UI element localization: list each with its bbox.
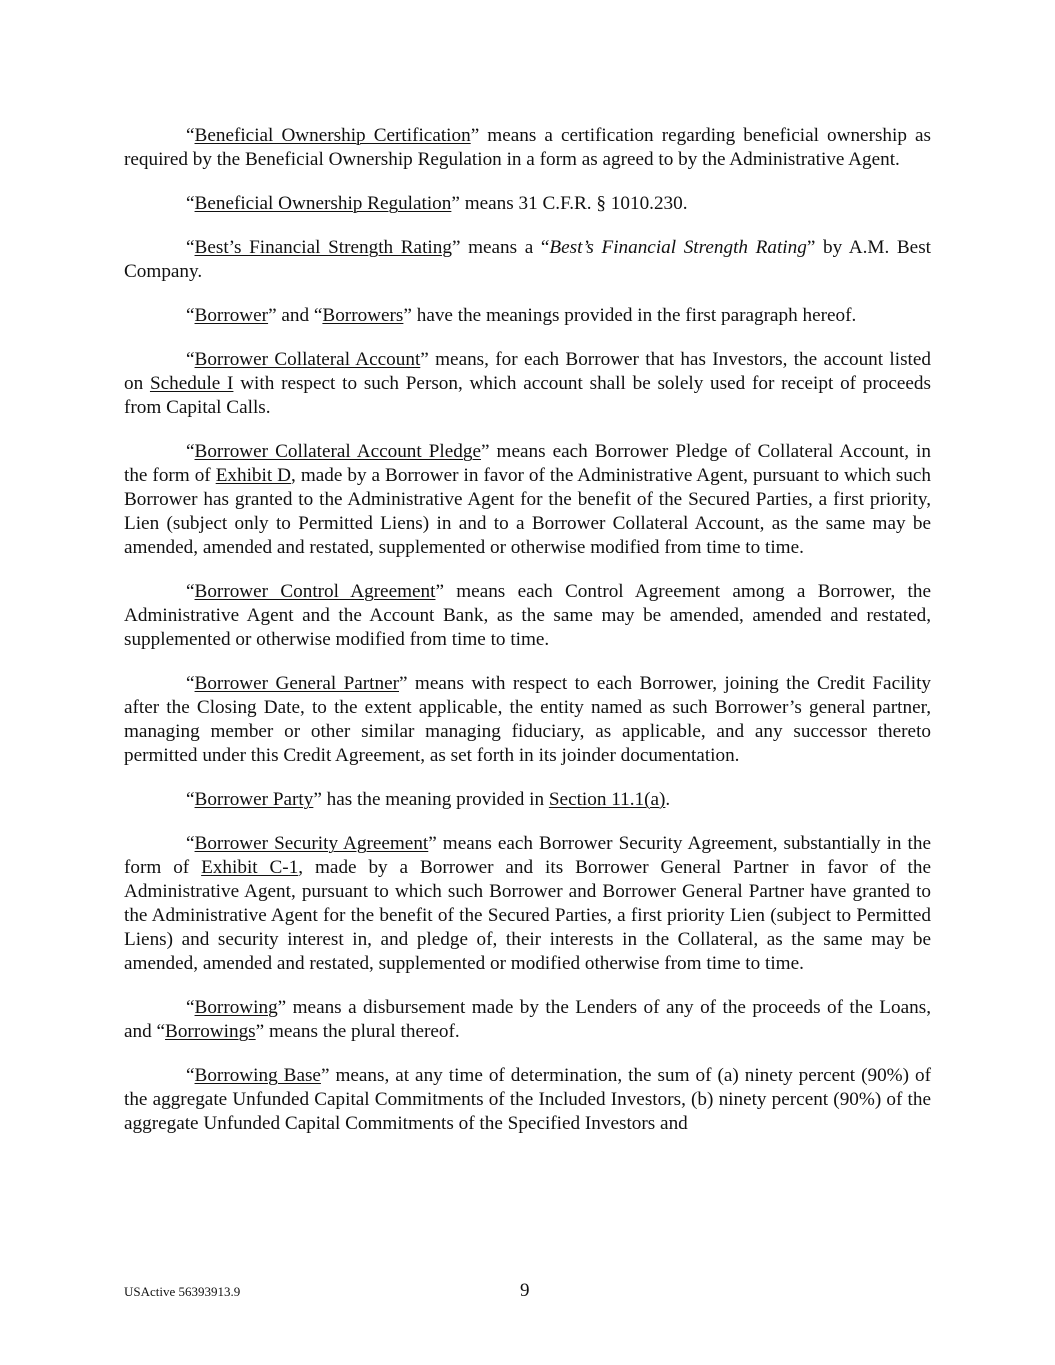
text-run: “ (186, 1065, 195, 1086)
text-run: “ (186, 581, 195, 602)
definitions-body (124, 124, 931, 1156)
text-run: “ (186, 789, 195, 810)
text-run: , made by a Borrower and its Borrower General Partner in favor of the Administrative Agent, pursuant to which such Borrower and Borrower General Partner have granted to the Administrative Agent for the benefit of the Secured Parties, a first priority Lien (subject to Permitted Liens) and security interest in, and pledge of, their interests in the Collateral, as the same may be amended, amended and restated, supplemented or modified otherwise from time to time. (124, 857, 932, 974)
defined-term: Best’s Financial Strength Rating (194, 237, 452, 258)
text-run: ” means each Borrower Security Agreement, substantially in the form of (124, 833, 931, 878)
text-run: ” means each Control Agreement among a Borrower, the Administrative Agent and the Account Bank, as the same may be amended, amended and restated, supplemented or otherwise modified from time to time. (124, 581, 931, 650)
definition-paragraph (124, 236, 931, 284)
defined-term: Section 11.1(a) (548, 789, 666, 810)
italic-text: Best’s Financial Strength Rating (549, 237, 807, 258)
defined-term: Exhibit C-1 (201, 857, 299, 878)
text-run: ” means each Borrower Pledge of Collateral Account, in the form of (124, 441, 931, 486)
text-run: ” means, at any time of determination, the sum of (a) ninety percent (90%) of the aggregate Unfunded Capital Commitments of the Included Investors, (b) ninety percent (90%) of the aggregate Unfunded Capital Commitments of the Specified Investors and (124, 1065, 931, 1134)
text-run: ” have the meanings provided in the first paragraph hereof. (403, 305, 857, 326)
defined-term: Borrower Control Agreement (194, 581, 436, 602)
text-run: ” means with respect to each Borrower, joining the Credit Facility after the Closing Date, to the extent applicable, the entity named as such Borrower’s general partner, managing member or other similar managing fiduciary, as applicable, and any successor thereto permitted under this Credit Agreement, as set forth in its joinder documentation. (124, 673, 931, 766)
definition-paragraph (124, 440, 931, 560)
text-run: ” means the plural thereof. (255, 1021, 460, 1042)
defined-term: Beneficial Ownership Certification (194, 125, 471, 146)
text-run: with respect to such Person, which account shall be solely used for receipt of proceeds from Capital Calls. (124, 373, 931, 418)
document-id: USActive 56393913.9 (124, 1284, 241, 1299)
defined-term: Schedule I (149, 373, 234, 394)
defined-term: Borrowing Base (194, 1065, 321, 1086)
defined-term: Borrower Collateral Account (194, 349, 421, 370)
defined-term: Borrowing (194, 997, 278, 1018)
defined-term: Borrower (194, 305, 269, 326)
text-run: ” has the meaning provided in (313, 789, 549, 810)
text-run: ” means a disbursement made by the Lenders of any of the proceeds of the Loans, and “ (124, 997, 931, 1042)
text-run: “ (186, 833, 195, 854)
defined-term: Borrowings (165, 1021, 256, 1042)
definition-paragraph (124, 304, 931, 328)
text-run: , made by a Borrower in favor of the Administrative Agent, pursuant to which such Borrower has granted to the Administrative Agent for the benefit of the Secured Parties, a first priority, Lien (subject only to Permitted Liens) in and to a Borrower Collateral Account, as the same may be amended, amended and restated, supplemented or otherwise modified from time to time. (124, 465, 931, 558)
definition-paragraph (124, 672, 931, 768)
definition-paragraph (124, 124, 931, 172)
defined-term: Borrowers (322, 305, 404, 326)
defined-term: Borrower Security Agreement (194, 833, 429, 854)
text-run: “ (186, 305, 195, 326)
text-run: “ (186, 193, 195, 214)
definition-paragraph (124, 348, 931, 420)
text-run: . (665, 789, 671, 810)
text-run: “ (186, 237, 195, 258)
text-run: “ (186, 997, 195, 1018)
text-run: “ (186, 349, 195, 370)
text-run: ” by A.M. Best Company. (124, 237, 931, 282)
text-run: ” means 31 C.F.R. § 1010.230. (451, 193, 688, 214)
definition-paragraph (124, 580, 931, 652)
defined-term: Borrower Party (194, 789, 314, 810)
defined-term: Borrower General Partner (194, 673, 399, 694)
defined-term: Beneficial Ownership Regulation (194, 193, 452, 214)
text-run: “ (186, 673, 195, 694)
defined-term: Exhibit D (215, 465, 292, 486)
definition-paragraph (124, 832, 931, 976)
text-run: ” means a certification regarding beneficial ownership as required by the Beneficial Ownership Regulation in a form as agreed to by the Administrative Agent. (124, 125, 931, 170)
page-number: 9 (520, 1280, 530, 1301)
definition-paragraph (124, 192, 931, 216)
definition-paragraph (124, 996, 931, 1044)
text-run: ” means a “ (451, 237, 550, 258)
defined-term: Borrower Collateral Account Pledge (194, 441, 481, 462)
text-run: ” and “ (268, 305, 323, 326)
definition-paragraph (124, 1064, 931, 1136)
definition-paragraph (124, 788, 931, 812)
text-run: “ (186, 441, 195, 462)
text-run: ” means, for each Borrower that has Investors, the account listed on (124, 349, 931, 394)
text-run: “ (186, 125, 195, 146)
